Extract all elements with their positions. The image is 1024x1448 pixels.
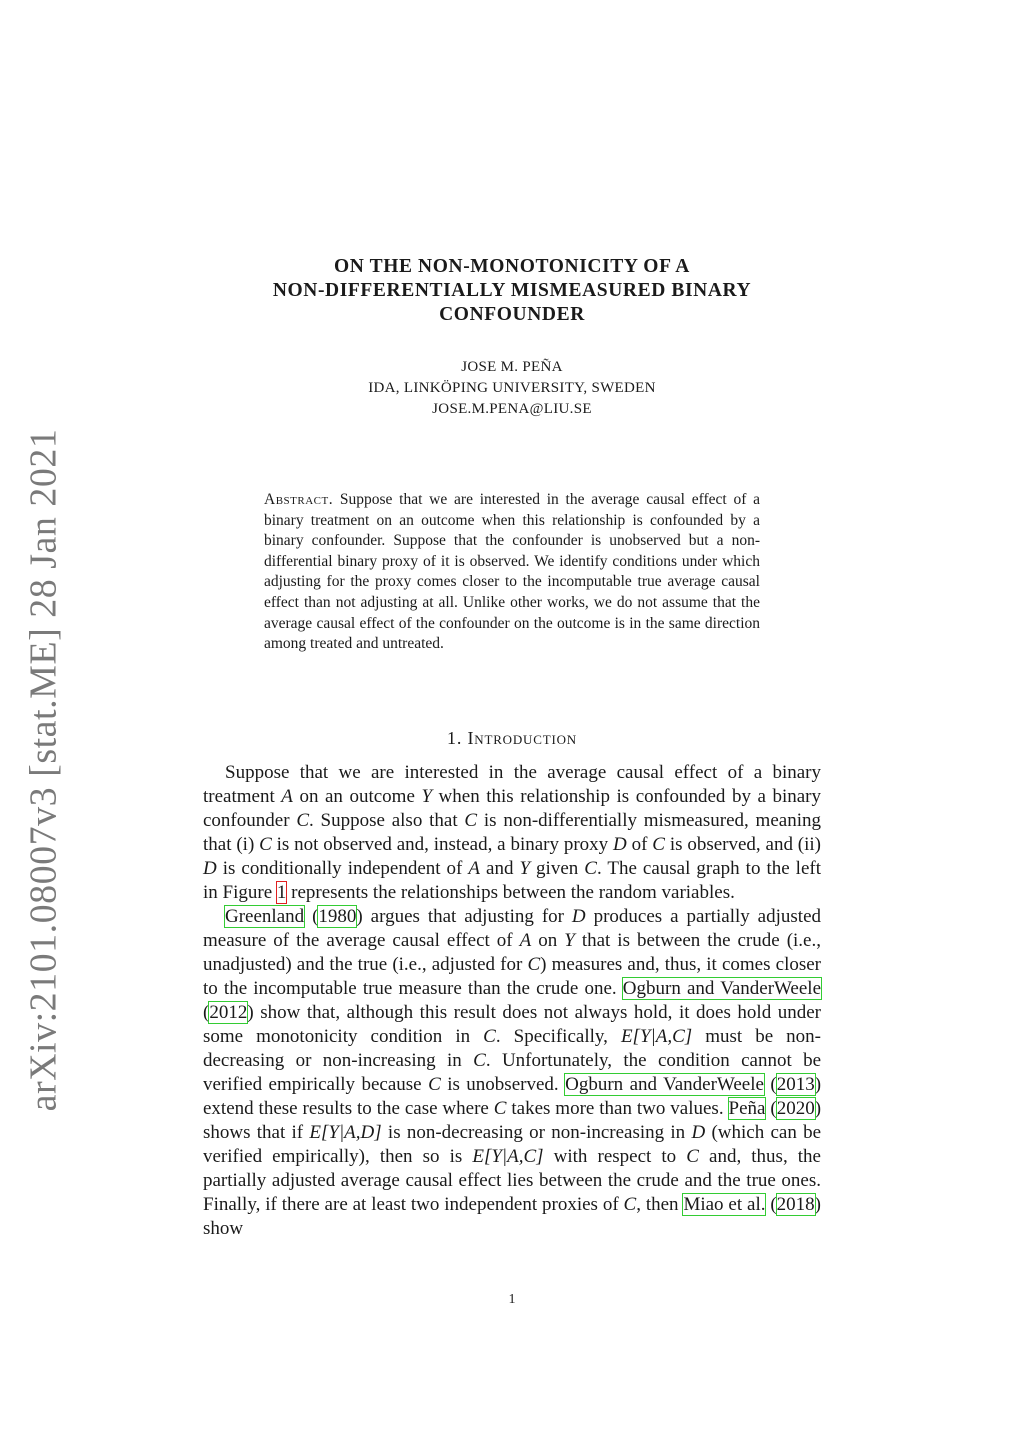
text-run: produces a partially adjusted measure of the average causal effect of [203, 906, 822, 951]
math-variable: A [519, 930, 532, 951]
text-run: when this relationship is confounded by a binary confounder [203, 786, 821, 831]
author-email: JOSE.M.PENA@LIU.SE [432, 401, 592, 417]
paragraph-2 [203, 905, 821, 1241]
math-variable: Y [564, 930, 575, 951]
section-heading-introduction [200, 728, 824, 749]
text-run: given [530, 858, 585, 879]
text-run: takes more than two values. [506, 1098, 729, 1119]
text-run: is non-decreasing or non-increasing in [381, 1122, 692, 1143]
text-run: . Unfortunately, the condition cannot be verified empirically because [203, 1050, 822, 1095]
math-variable: D [613, 834, 627, 855]
abstract [264, 490, 760, 655]
title-line-3: CONFOUNDER [439, 304, 585, 325]
text-run: ) shows that if [203, 1098, 822, 1143]
citation-greenland-link[interactable]: Greenland [225, 906, 305, 927]
introduction-body [203, 761, 821, 1241]
text-run: (which can be verified empirically), then so is [203, 1122, 822, 1167]
text-run: ( [304, 906, 319, 927]
arxiv-identifier-stamp [8, 428, 78, 1112]
abstract-label: Abstract. [264, 491, 334, 508]
text-run: ( [765, 1098, 777, 1119]
text-run: ( [203, 1002, 210, 1023]
paragraph-1 [203, 761, 821, 905]
math-variable: C [686, 1146, 699, 1167]
math-variable: D [203, 858, 217, 879]
math-variable: Y [421, 786, 433, 807]
text-run: ) extend these results to the case where [203, 1074, 822, 1119]
text-run: is not observed and, instead, a binary proxy [271, 834, 614, 855]
text-run: , then [636, 1194, 684, 1215]
text-run: represents the relationships between the random variables. [286, 882, 735, 903]
citation-ogburn-2013-link[interactable]: Ogburn and VanderWeele [565, 1074, 764, 1095]
math-variable: C [623, 1194, 637, 1215]
math-variable: C [483, 1026, 496, 1047]
paper-title [200, 255, 824, 327]
text-run: is conditionally independent of [216, 858, 469, 879]
math-variable: C [428, 1074, 441, 1095]
text-run: and, thus, the partially adjusted average causal effect lies between the crude and the true ones. Finally, if there are at least two independent proxies of [203, 1146, 821, 1215]
text-run: ( [765, 1194, 777, 1215]
text-run: of [626, 834, 653, 855]
text-run: is observed, and (ii) [664, 834, 822, 855]
citation-ogburn-2012-link[interactable]: Ogburn and VanderWeele [622, 978, 822, 999]
text-run: is non-differentially mismeasured, meaning that (i) [203, 810, 821, 855]
math-variable: C [493, 1098, 507, 1119]
author-affiliation: IDA, LINKÖPING UNIVERSITY, SWEDEN [368, 380, 656, 396]
math-expression: E[Y|A,C] [472, 1146, 544, 1167]
text-run: ) argues that adjusting for [356, 906, 572, 927]
math-variable: C [584, 858, 597, 879]
title-line-2: NON-DIFFERENTIALLY MISMEASURED BINARY [272, 280, 752, 301]
math-expression: E[Y|A,D] [309, 1122, 382, 1143]
citation-year-1980-link[interactable]: 1980 [318, 906, 357, 927]
text-run: . Suppose also that [309, 810, 465, 831]
text-run: ) show that, although this result does not always hold, it does hold under some monotonicity condition in [203, 1002, 821, 1047]
citation-year-2020-link[interactable]: 2020 [776, 1098, 815, 1119]
author-block [200, 357, 824, 420]
citation-pena-link[interactable]: Peña [728, 1098, 766, 1119]
math-variable: D [691, 1122, 706, 1143]
text-run: must be non-decreasing or non-increasing in [203, 1026, 821, 1071]
citation-miao-link[interactable]: Miao et al. [683, 1194, 766, 1215]
text-run: on [531, 930, 565, 951]
math-variable: D [571, 906, 586, 927]
section-number: 1. [447, 728, 463, 748]
text-run: is unobserved. [440, 1074, 566, 1095]
math-variable: Y [519, 858, 531, 879]
math-variable: C [652, 834, 665, 855]
text-run: and [480, 858, 520, 879]
author-name: JOSE M. PEÑA [461, 359, 563, 375]
text-run: ( [763, 1074, 777, 1095]
text-run: . The causal graph to the left in Figure [203, 858, 821, 903]
section-title: Introduction [467, 728, 577, 748]
math-variable: C [296, 810, 309, 831]
abstract-text: Suppose that we are interested in the average causal effect of a binary treatment on an outcome when this relationship is confounded by a binary confounder. Suppose that the confounder is unobserved but a non-differential binary proxy of it is observed. We identify conditions under which adjusting for the proxy comes closer to the incomputable true average causal effect than not adjusting at all. Unlike other works, we do not assume that the average causal effect of the confounder on the outcome is in the same direction among treated and untreated. [264, 491, 761, 653]
math-variable: A [281, 786, 293, 807]
citation-year-2013-link[interactable]: 2013 [776, 1074, 815, 1095]
text-run: that is between the crude (i.e., unadjusted) and the true (i.e., adjusted for [203, 930, 821, 975]
text-run: ) show [203, 1194, 821, 1239]
math-expression: E[Y|A,C] [620, 1026, 693, 1047]
citation-year-2012-link[interactable]: 2012 [209, 1002, 248, 1023]
arxiv-identifier-text: arXiv:2101.08007v3 [stat.ME] 28 Jan 2021 [22, 428, 64, 1112]
text-run: . Specifically, [495, 1026, 621, 1047]
math-variable: C [464, 810, 478, 831]
text-run: Suppose that we are interested in the average causal effect of a binary treatment [203, 762, 821, 807]
text-run: ) measures and, thus, it comes closer to the incomputable true measure than the crude one. [203, 954, 821, 999]
math-variable: C [259, 834, 272, 855]
math-variable: C [473, 1050, 486, 1071]
text-run: with respect to [543, 1146, 687, 1167]
page-number: 1 [508, 1292, 516, 1307]
title-line-1: ON THE NON-MONOTONICITY OF A [334, 256, 690, 277]
citation-year-2018-link[interactable]: 2018 [776, 1194, 815, 1215]
math-variable: A [468, 858, 480, 879]
math-variable: C [527, 954, 541, 975]
figure-1-link[interactable]: 1 [276, 882, 287, 903]
text-run: on an outcome [292, 786, 422, 807]
